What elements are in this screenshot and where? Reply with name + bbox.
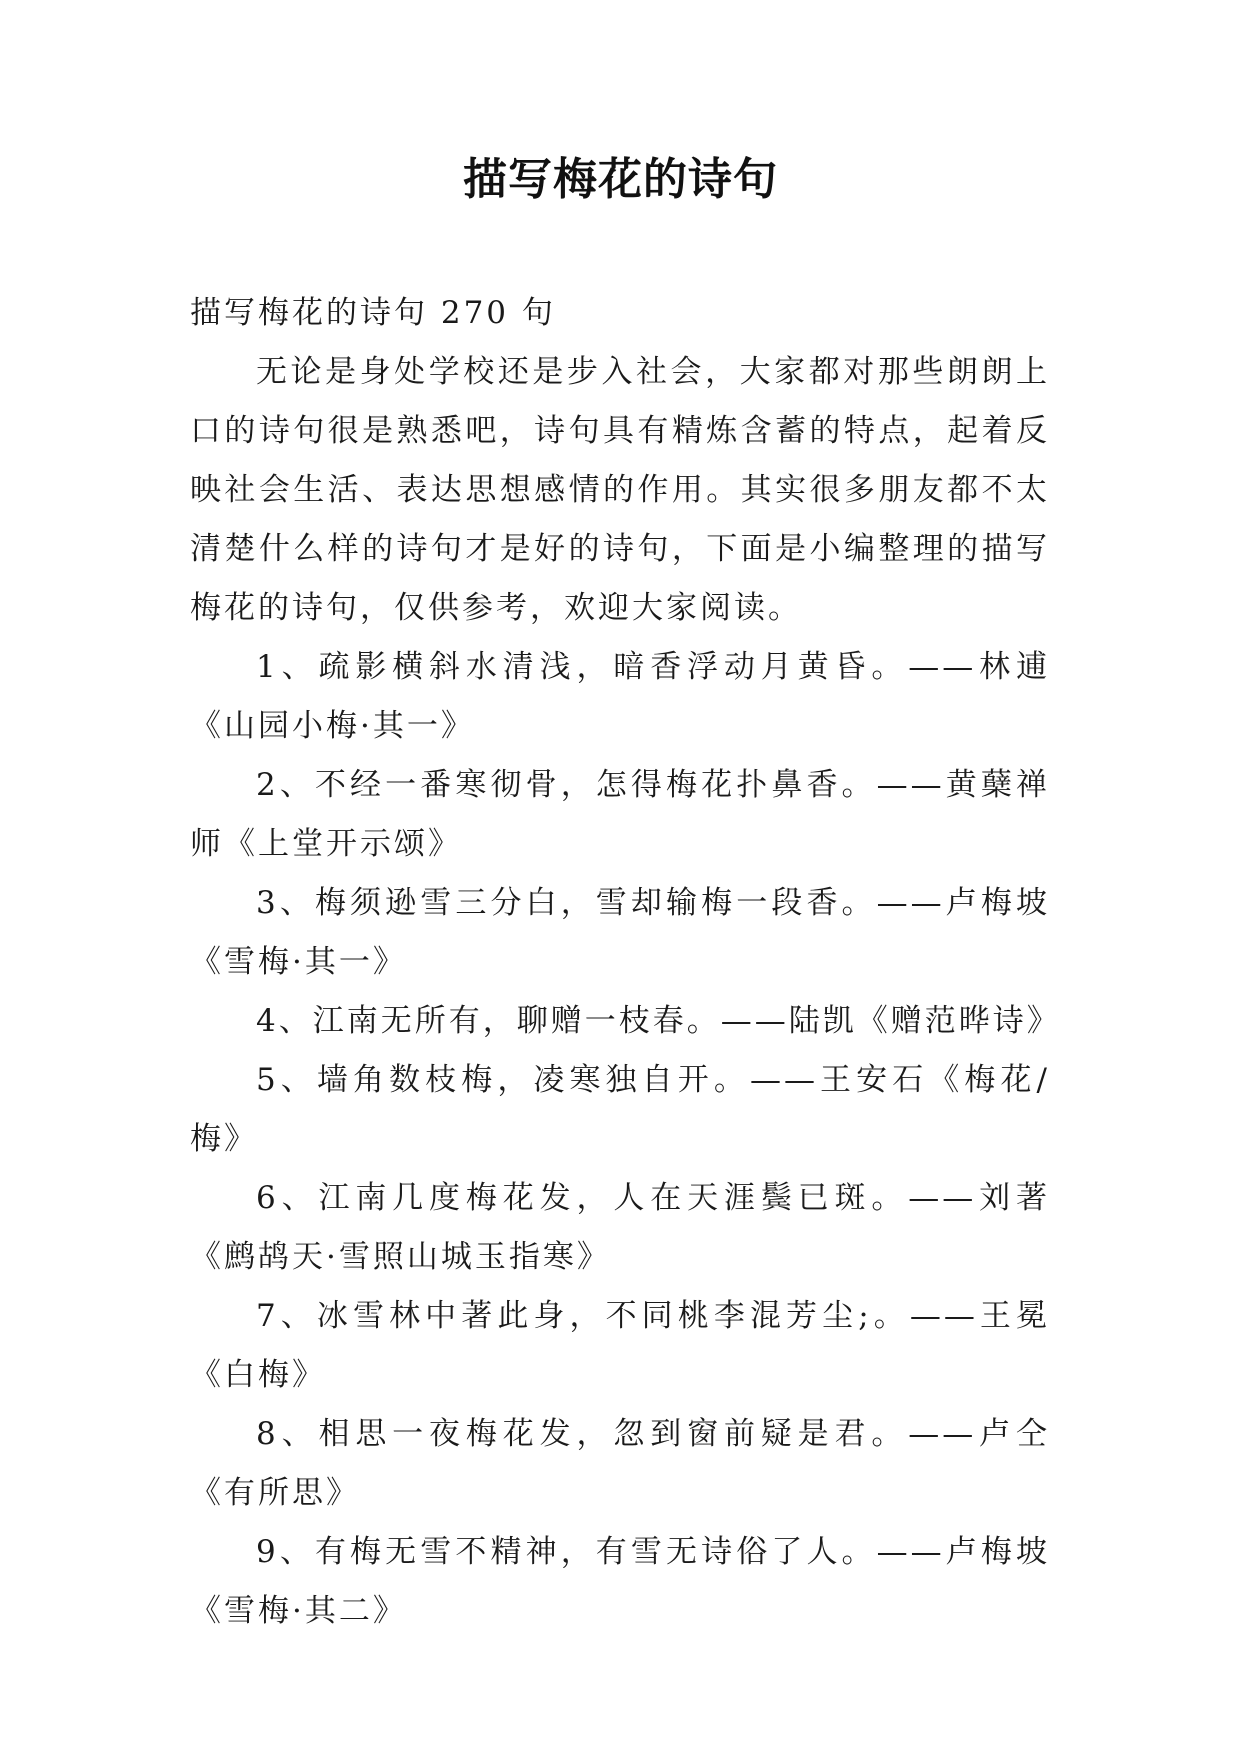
document-body <box>190 284 1061 1641</box>
poem-line-4: 4、江南无所有，聊赠一枝春。——陆凯《赠范晔诗》 <box>256 1003 1061 1039</box>
poem-line-6: 6、江南几度梅花发，人在天涯鬓已斑。——刘著《鹧鸪天·雪照山城玉指寒》 <box>190 1180 1050 1275</box>
intro-paragraph: 无论是身处学校还是步入社会，大家都对那些朗朗上口的诗句很是熟悉吧，诗句具有精炼含蓄的特点，起着反映社会生活、表达思想感情的作用。其实很多朋友都不太清楚什么样的诗句才是好的诗句，下面是小编整理的描写梅花的诗句，仅供参考，欢迎大家阅读。 <box>190 354 1050 626</box>
poem-line-5: 5、墙角数枝梅，凌寒独自开。——王安石《梅花/梅》 <box>190 1062 1050 1157</box>
poem-line-9: 9、有梅无雪不精神，有雪无诗俗了人。——卢梅坡《雪梅·其二》 <box>190 1534 1050 1629</box>
poem-line-8: 8、相思一夜梅花发，忽到窗前疑是君。——卢仝《有所思》 <box>190 1416 1050 1511</box>
document-subtitle: 描写梅花的诗句 270 句 <box>190 295 556 331</box>
poem-line-7: 7、冰雪林中著此身，不同桃李混芳尘;。——王冕《白梅》 <box>190 1298 1050 1393</box>
poem-line-3: 3、梅须逊雪三分白，雪却输梅一段香。——卢梅坡《雪梅·其一》 <box>190 885 1050 980</box>
poem-line-2: 2、不经一番寒彻骨，怎得梅花扑鼻香。——黄蘖禅师《上堂开示颂》 <box>190 767 1050 862</box>
poem-line-1: 1、疏影横斜水清浅，暗香浮动月黄昏。——林逋《山园小梅·其一》 <box>190 649 1050 744</box>
document-title: 描写梅花的诗句 <box>463 154 778 205</box>
